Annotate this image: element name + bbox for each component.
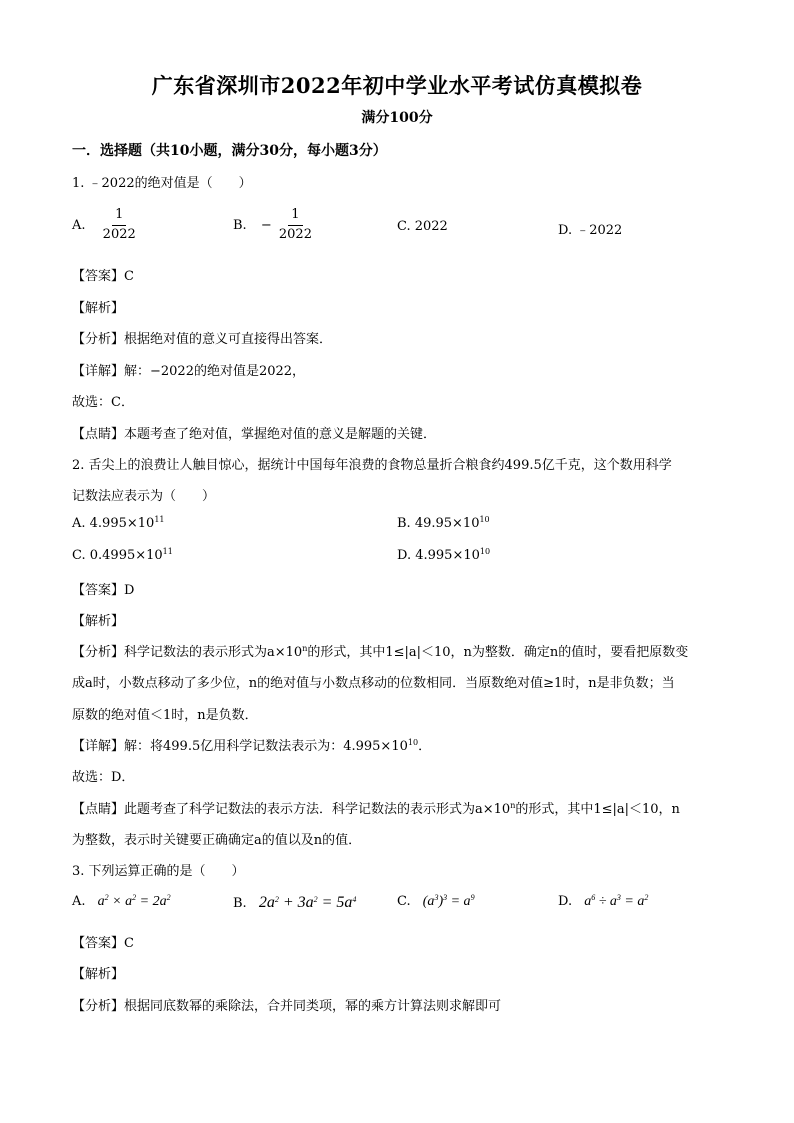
q2-dianjing-line1-part1: 【点睛】此题考查了科学记数法的表示方法．科学记数法的表示形式为a×10 [72, 802, 511, 817]
q3-fenxi: 【分析】根据同底数幂的乘除法，合并同类项，幂的乘方计算法则求解即可 [72, 999, 502, 1014]
q2-fenxi-line3: 原数的绝对值＜1时，n是负数． [72, 708, 258, 723]
q1-option-b-sign: − [260, 217, 272, 233]
q2-option-b [397, 516, 490, 531]
q2-stem-line2: 记数法应表示为（ ） [72, 489, 216, 504]
q2-xiangjie-sup: 10 [407, 738, 419, 747]
q1-option-a-denominator: 2022 [102, 226, 136, 242]
q3-option-c [397, 894, 475, 910]
page-subtitle: 满分100分 [361, 110, 433, 126]
q1-option-a [72, 208, 139, 243]
q1-option-a-numerator: 1 [112, 208, 126, 226]
q2-fenxi-line2: 成a时，小数点移动了多少位，n的绝对值与小数点移动的位数相同．当原数绝对值≥1时，n是非负数；当 [72, 676, 675, 691]
q1-option-b-numerator: 1 [288, 208, 302, 226]
q3-option-d-formula: $a^6 \div a^3 = a^2$ [584, 893, 649, 909]
q3-option-d [558, 894, 648, 910]
q2-fenxi-line1 [72, 641, 688, 660]
q2-option-c [72, 548, 173, 563]
q2-fenxi-line1-part1: 【分析】科学记数法的表示形式为a×10 [72, 645, 303, 660]
q2-stem-line1: 2. 舌尖上的浪费让人触目惊心，据统计中国每年浪费的食物总量折合粮食约499.5亿千克，这个数用科学 [72, 458, 672, 473]
q2-dianjing-line1 [72, 798, 680, 817]
q3-option-b [233, 894, 356, 912]
q2-option-b-base: B. 49.95×10 [397, 516, 480, 531]
q2-option-a [72, 516, 165, 531]
q3-option-a-label: A. [72, 894, 86, 909]
q3-option-b-formula: $2a^2 + 3a^2 = 5a^4$ [258, 894, 357, 911]
q2-option-a-exponent: 11 [154, 515, 165, 524]
q1-stem: 1. ﹣2022的绝对值是（ ） [72, 176, 252, 191]
q2-analysis-label: 【解析】 [72, 614, 125, 629]
q1-option-b-fraction [276, 208, 315, 243]
q2-dianjing-line2: 为整数，表示时关键要正确确定a的值以及n的值． [72, 833, 362, 848]
q3-stem: 3. 下列运算正确的是（ ） [72, 864, 245, 879]
q2-guxuan: 故选：D． [72, 770, 135, 785]
q3-option-c-label: C. [397, 894, 411, 909]
section-heading: 一．选择题（共10小题，满分30分，每小题3分） [72, 143, 387, 159]
q2-dianjing-line1-part2: 的形式，其中1≤|a|＜10，n [515, 802, 680, 817]
q2-option-b-exponent: 10 [479, 515, 490, 524]
q1-guxuan: 故选：C． [72, 395, 134, 410]
q2-answer: 【答案】D [72, 583, 135, 598]
q1-option-c: C. 2022 [397, 219, 448, 234]
q1-fenxi: 【分析】根据绝对值的意义可直接得出答案． [72, 332, 333, 347]
q1-answer: 【答案】C [72, 269, 134, 284]
q3-option-b-label: B. [233, 896, 247, 911]
q1-analysis-label: 【解析】 [72, 301, 125, 316]
q3-option-a-formula: $a^2 \times a^2 = 2a^2$ [97, 893, 171, 909]
q3-option-a [72, 894, 171, 910]
q2-fenxi-line1-sup: n [302, 644, 308, 653]
q3-option-d-label: D. [558, 894, 573, 909]
q2-option-c-base: C. 0.4995×10 [72, 548, 163, 563]
q2-xiangjie-part1: 【详解】解：将499.5亿用科学记数法表示为：4.995×10 [72, 739, 408, 754]
q1-option-a-fraction [100, 208, 139, 243]
q3-analysis-label: 【解析】 [72, 967, 125, 982]
q2-option-d-base: D. 4.995×10 [397, 548, 480, 563]
q2-xiangjie-part2: ． [418, 739, 432, 754]
q2-option-d-exponent: 10 [479, 547, 491, 556]
q1-xiangjie: 【详解】解：−2022的绝对值是2022， [72, 364, 306, 379]
q1-option-d: D. ﹣2022 [558, 223, 623, 238]
q2-option-a-base: A. 4.995×10 [72, 516, 155, 531]
q1-option-b-denominator: 2022 [278, 226, 312, 242]
page-title: 广东省深圳市2022年初中学业水平考试仿真模拟卷 [151, 73, 643, 98]
q1-option-b [233, 208, 315, 243]
q1-option-b-label: B. [233, 217, 247, 233]
q1-dianjing: 【点睛】本题考查了绝对值，掌握绝对值的意义是解题的关键． [72, 427, 437, 442]
q2-xiangjie [72, 735, 431, 754]
q3-answer: 【答案】C [72, 936, 134, 951]
q1-option-a-label: A. [72, 217, 86, 233]
q2-option-c-exponent: 11 [162, 547, 173, 556]
q3-option-c-formula: $(a^3)^3 = a^9$ [422, 893, 475, 909]
q2-fenxi-line1-part2: 的形式，其中1≤|a|＜10，n为整数．确定n的值时，要看把原数变 [307, 645, 689, 660]
q2-dianjing-line1-sup: n [510, 801, 516, 810]
q2-option-d [397, 548, 490, 563]
